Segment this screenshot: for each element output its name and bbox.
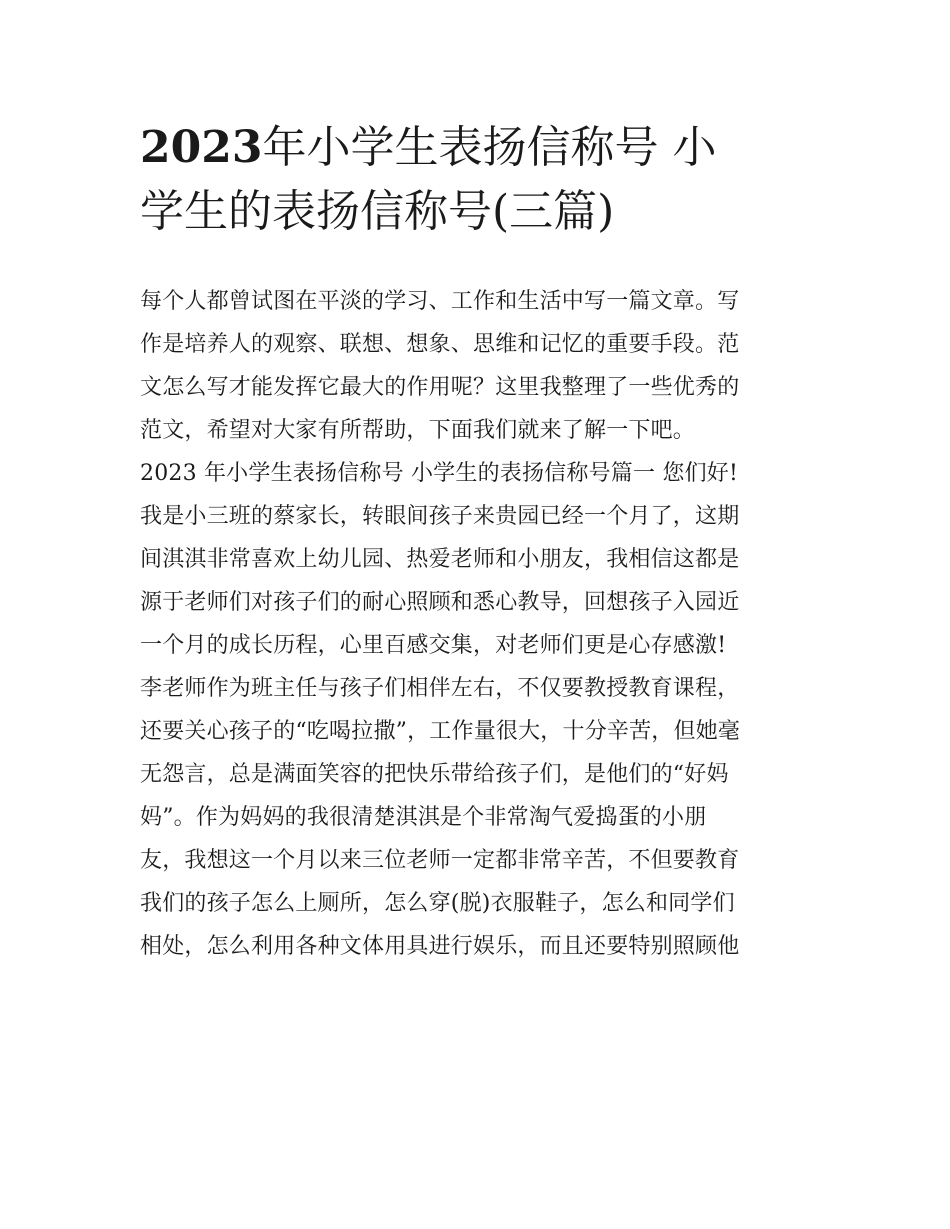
body-line: 2023 年小学生表扬信称号 小学生的表扬信称号篇一 您们好! xyxy=(140,461,739,486)
body-line: 源于老师们对孩子们的耐心照顾和悉心教导，回想孩子入园近 xyxy=(140,590,740,615)
body-line: 李老师作为班主任与孩子们相伴左右，不仅要教授教育课程， xyxy=(140,676,740,701)
body-line: 范文，希望对大家有所帮助，下面我们就来了解一下吧。 xyxy=(140,418,696,443)
body-line: 每个人都曾试图在平淡的学习、工作和生活中写一篇文章。写 xyxy=(140,289,740,314)
body-line: 还要关心孩子的“吃喝拉撒”，工作量很大，十分辛苦，但她毫 xyxy=(140,719,741,744)
body-line: 友，我想这一个月以来三位老师一定都非常辛苦，不但要教育 xyxy=(140,848,740,873)
title-line1-text: 年小学生表扬信称号 小 xyxy=(262,122,717,173)
document-body xyxy=(140,280,830,968)
body-line: 我们的孩子怎么上厕所，怎么穿(脱)衣服鞋子，怎么和同学们 xyxy=(140,891,735,916)
body-line: 作是培养人的观察、联想、想象、思维和记忆的重要手段。范 xyxy=(140,332,740,357)
body-line: 无怨言，总是满面笑容的把快乐带给孩子们，是他们的“好妈 xyxy=(140,762,729,787)
body-line: 我是小三班的蔡家长，转眼间孩子来贵园已经一个月了，这期 xyxy=(140,504,740,529)
document-title xyxy=(140,116,830,244)
title-line2-text: 学生的表扬信称号(三篇) xyxy=(140,186,615,237)
title-year: 2023 xyxy=(140,122,263,173)
body-line: 妈”。作为妈妈的我很清楚淇淇是个非常淘气爱捣蛋的小朋 xyxy=(140,805,707,830)
body-line: 间淇淇非常喜欢上幼儿园、热爱老师和小朋友，我相信这都是 xyxy=(140,547,740,572)
body-line: 一个月的成长历程，心里百感交集，对老师们更是心存感激! xyxy=(140,633,727,658)
body-line: 文怎么写才能发挥它最大的作用呢？这里我整理了一些优秀的 xyxy=(140,375,740,400)
body-line: 相处，怎么利用各种文体用具进行娱乐，而且还要特别照顾他 xyxy=(140,934,740,959)
